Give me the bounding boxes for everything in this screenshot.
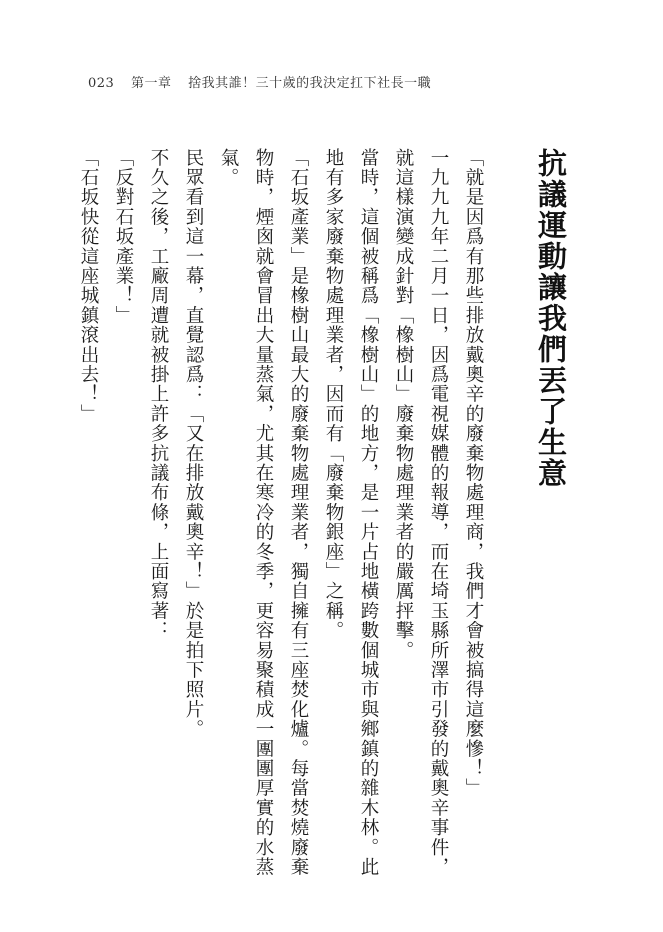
page-number: 023 (88, 76, 115, 91)
paragraph: 不久之後，工廠周遭就被掛上許多抗議布條，上面寫著： (147, 148, 169, 641)
paragraph: 民眾看到這一幕，直覺認爲：「又在排放戴奧辛！」於是拍下照片。 (182, 148, 204, 739)
paragraph: 「石坂產業」是橡樹山最大的廢棄物處理業者，獨自擁有三座焚化爐。每當焚燒廢棄物時，煙囪就會冒出大量蒸氣，尤其在寒冷的冬季，更容易聚積成一團團厚實的水蒸氣。 (217, 148, 309, 877)
paragraph: 一九九九年二月一日，因爲電視媒體的報導，而在埼玉縣所澤市引發的戴奧辛事件，就這樣演變成針對「橡樹山」廢棄物處理業者的嚴厲抨擊。 (392, 148, 449, 877)
paragraph: 「石坂快從這座城鎮滾出去！」 (77, 148, 99, 424)
running-head (88, 72, 431, 91)
paragraph: 「反對石坂產業！」 (112, 148, 134, 326)
section-title: 抗議運動讓我們丟了生意 (533, 148, 568, 489)
paragraph: 當時，這個被稱爲「橡樹山」的地方，是一片占地橫跨數個城市與鄉鎮的雜木林。此地有多家廢棄物處理業者，因而有「廢棄物銀座」之稱。 (322, 148, 379, 877)
article-body (71, 148, 593, 878)
paragraph: 「就是因爲有那些排放戴奧辛的廢棄物處理商，我們才會被搞得這麼慘！」 (462, 148, 484, 799)
chapter-label: 第一章 (130, 76, 172, 91)
chapter-title: 捨我其誰！三十歲的我決定扛下社長一職 (188, 76, 432, 91)
